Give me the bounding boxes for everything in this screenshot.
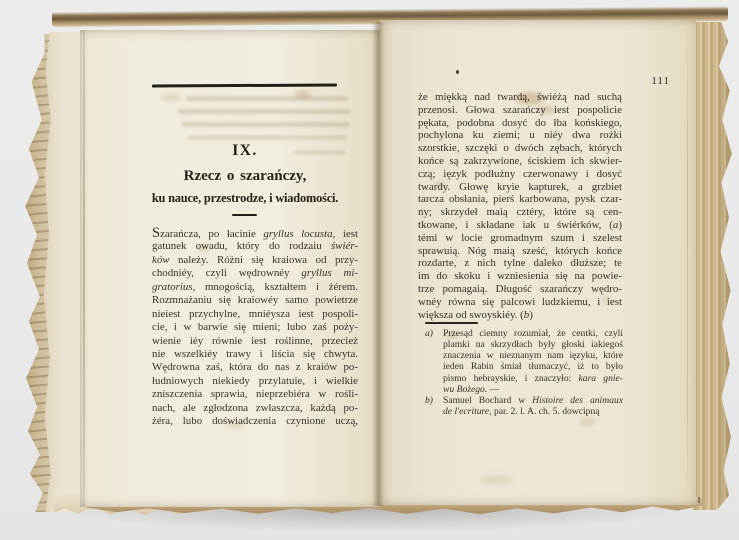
ghost-text <box>178 109 350 114</box>
text-line: plamki na skrzydłach były głoski iakiegoś <box>443 339 623 351</box>
text-line: znaczenia w nieznanym nam ięzyku, które <box>443 350 623 362</box>
foxing-stain <box>580 418 595 426</box>
text-line: rozdarte, z nich tylne daleko dłuższe; te <box>418 257 622 270</box>
foxing-stain <box>515 92 545 105</box>
left-page-body-text <box>152 227 358 429</box>
text-line: wienie iéy równie iest roślinne, przecież <box>152 334 358 347</box>
ghost-text <box>186 96 348 101</box>
text-line: końce są zakrzywione, ściskiem ich skwier- <box>418 154 622 167</box>
text-line: pękata, podobna dosyć do łba końskiego, <box>418 116 622 129</box>
foxing-stain <box>435 182 446 188</box>
foxing-stain <box>306 196 315 202</box>
text-line: nach, ale zgłodzona zwłaszcza, każdą po- <box>152 401 358 414</box>
text-line: większa od swoyskiéy. (b) <box>418 308 533 321</box>
left-page-crease <box>83 30 85 507</box>
text-line: im do skoku i wzniesienia się na powie- <box>418 270 622 283</box>
text-line: Szarańcza, po łacinie gryllus locusta, iest <box>152 225 358 241</box>
book-gutter-shadow <box>372 22 388 506</box>
foxing-stain <box>538 106 556 114</box>
text-line: tkowane, i składane iak u świérków, (a) <box>418 218 622 231</box>
foxing-stain <box>160 94 182 101</box>
foxing-stain <box>198 245 209 252</box>
text-line: zniszczenia sprawia, nieprzebiéra w rośli- <box>152 388 358 401</box>
ghost-text <box>188 135 346 140</box>
right-page <box>380 20 696 505</box>
ink-speck <box>456 70 459 74</box>
text-line: pochylona ku ziemi; u niéy dwa rożki <box>418 129 622 142</box>
foxing-stain <box>226 420 244 429</box>
text-line: trze pomagaią. Długość szarańczy wędro- <box>418 282 622 295</box>
right-page-edge-line <box>687 24 688 499</box>
foxing-stain <box>446 332 458 339</box>
text-line: łudniowych niekiedy przylatuie, i wielkie <box>152 374 358 387</box>
text-line: twardy. Głowę kryie kapturek, a grzbiet <box>418 180 622 193</box>
footnote-separator-rule <box>425 322 478 324</box>
text-line: nie wszelkiéy trawy i liścia się chwyta. <box>152 347 358 360</box>
text-line: chodniéy, czyli wędrownéy gryllus mi- <box>152 267 358 280</box>
foxing-stain <box>602 298 611 303</box>
text-line: Samuel Bochard w Histoire des animaux <box>443 394 624 406</box>
text-line: ków należy. Różni się kraiowa od przy- <box>152 253 358 266</box>
foxing-stain <box>295 90 311 98</box>
left-page <box>80 30 380 507</box>
text-line: gatunek owadu, który do rodzaiu świér- <box>152 240 358 253</box>
text-line: Rozmnażaniu się kraiowéy samo powietrze <box>152 294 358 307</box>
text-line: przenosi. Głowa szarańczy iest pospolicie <box>418 103 622 116</box>
text-line: témi w locie gromadnym szum i szelest <box>418 231 622 244</box>
right-page-body-text <box>418 91 622 321</box>
text-line: nieiest przychylne, mniéysza iest pospoli- <box>152 307 358 320</box>
chapter-subtitle: ku nauce, przestrodze, i wiadomości. <box>151 191 339 205</box>
text-line: wu Bożego. — <box>443 383 500 395</box>
text-line: szorstkie, szczęki o dwóch zębach, których <box>418 142 622 155</box>
text-line: pismo hebrayskie, i znaczyło: kara gnie- <box>443 372 623 384</box>
text-line: gratorius, mnogością, kształtem i żérem. <box>152 280 358 293</box>
text-line: Przesąd ciemny rozumiał, że centki, czyli <box>443 328 623 339</box>
text-line: tarcza obsłania, pierś karbowana, pysk czar- <box>418 193 622 206</box>
text-line: czą; ięzyk podłużny czerwonawy i dosyć <box>418 167 622 180</box>
right-deckled-page-edges <box>692 22 734 510</box>
section-end-rule <box>152 83 337 87</box>
text-line: ny; skrzydeł maią cztéry, które są cen- <box>418 206 622 219</box>
foxing-stain <box>480 475 514 485</box>
text-line: sprawuią. Nóg maią sześć, których końce <box>418 244 622 257</box>
footnote-b <box>425 395 623 417</box>
footnote-b-label: b) <box>425 394 433 406</box>
text-line: de l'ecriture, par. 2. l. A. ch. 5. dowcipną <box>443 405 600 417</box>
chapter-number: IX. <box>232 142 258 159</box>
title-divider-rule <box>232 214 257 216</box>
text-line: cie, i w barwie się mieni; lubo zaś poży- <box>152 321 358 334</box>
footnote-a-text <box>443 328 623 395</box>
text-line: wnéy równa się palcowi ludzkiemu, i iest <box>418 295 622 308</box>
ghost-text <box>182 122 350 127</box>
footnote-b-text <box>443 395 623 417</box>
footnote-a-label: a) <box>425 328 433 339</box>
footnotes <box>425 328 623 417</box>
page-number: 111 <box>651 75 670 87</box>
text-line: ieden Rabin śmiał tłumaczyć, iż to było <box>443 361 623 373</box>
text-line: że miękką nad twardą, świéżą nad suchą <box>418 91 622 103</box>
text-line: żéra, lubo doświadczenia czynione uczą, <box>152 415 358 428</box>
text-line: Wędrowna zaś, która do nas z kraiów po- <box>152 361 358 374</box>
chapter-title: Rzecz o szarańczy, <box>183 168 307 184</box>
